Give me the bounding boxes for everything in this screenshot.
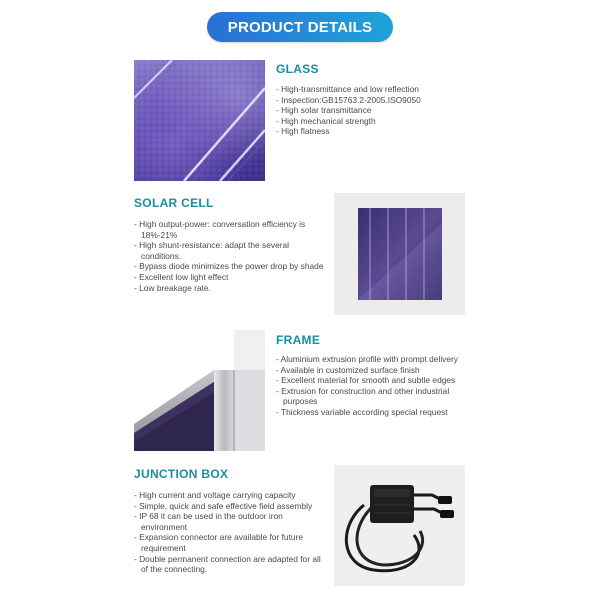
list-item: - Excellent material for smooth and subtle edges	[276, 375, 464, 386]
list-item: - Excellent low light effect	[134, 272, 324, 283]
list-item: - High mechanical strength	[276, 116, 476, 127]
junction-box-feature-list	[134, 490, 324, 575]
product-details-banner: PRODUCT DETAILS	[207, 12, 393, 42]
list-item: - Double permanent connection are adapted for all of the connecting.	[134, 554, 324, 575]
glass-image	[134, 60, 265, 181]
list-item: - Expansion connector are available for future requirement	[134, 532, 324, 553]
list-item: - High output-power: conversation efficiency is 18%-21%	[134, 219, 324, 240]
glass-title: GLASS	[276, 62, 319, 76]
junction-box-image	[334, 465, 465, 586]
list-item: - High shunt-resistance: adapt the several conditions.	[134, 240, 324, 261]
list-item: - Bypass diode minimizes the power drop by shade	[134, 261, 324, 272]
frame-image	[134, 330, 265, 451]
list-item: - Low breakage rate.	[134, 283, 324, 294]
list-item: - IP 68 it can be used in the outdoor iron environment	[134, 511, 324, 532]
list-item: - High flatness	[276, 126, 476, 137]
list-item: - Extrusion for construction and other industrial purposes	[276, 386, 464, 407]
solar-cell-title: SOLAR CELL	[134, 196, 214, 210]
list-item: - High-transmittance and low reflection	[276, 84, 476, 95]
list-item: - Thickness variable according special request	[276, 407, 464, 418]
solar-cell-image	[334, 193, 465, 315]
glass-feature-list	[276, 84, 476, 137]
solar-cell-feature-list	[134, 219, 324, 293]
frame-feature-list	[276, 354, 464, 418]
list-item: - Simple, quick and safe effective field assembly	[134, 501, 324, 512]
list-item: - High current and voltage carrying capacity	[134, 490, 324, 501]
junction-box-title: JUNCTION BOX	[134, 467, 229, 481]
list-item: - High solar transmittance	[276, 105, 476, 116]
list-item: - Aluminium extrusion profile with prompt delivery	[276, 354, 464, 365]
list-item: - Available in customized surface finish	[276, 365, 464, 376]
list-item: - Inspection:GB15763.2-2005.ISO9050	[276, 95, 476, 106]
frame-title: FRAME	[276, 333, 321, 347]
